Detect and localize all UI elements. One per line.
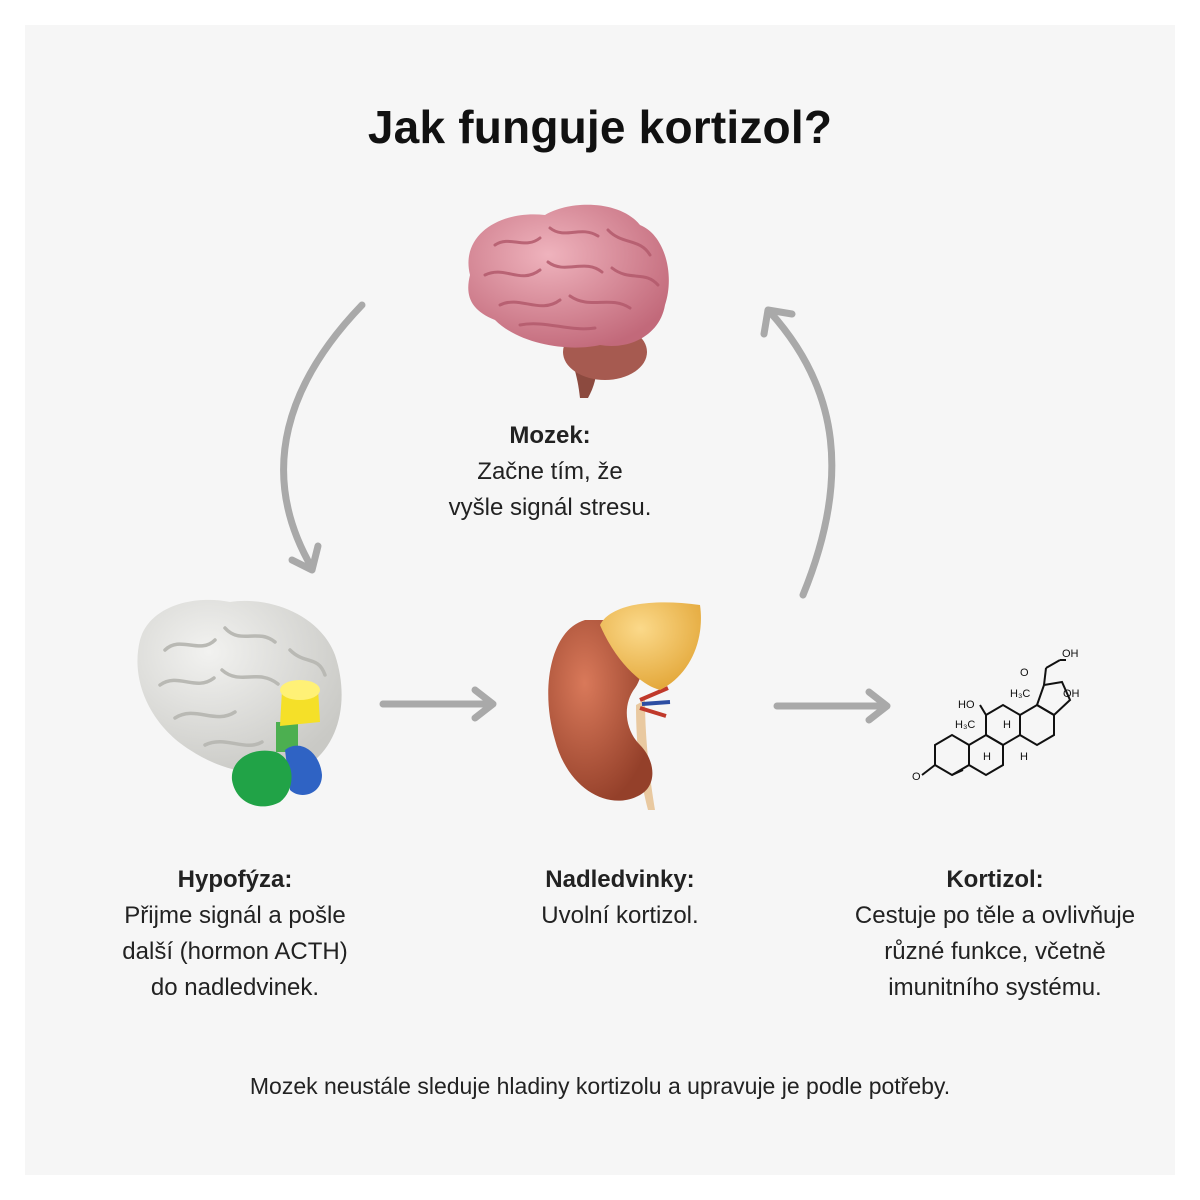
pituitary-line-2: další (hormon ACTH)	[122, 938, 348, 965]
page-title: Jak funguje kortizol?	[367, 101, 833, 153]
label-h2: H	[1003, 719, 1011, 731]
brain-line-1: Začne tím, že	[477, 458, 623, 485]
cortisol-heading: Kortizol:	[946, 866, 1044, 893]
pituitary-line-3: do nadledvinek.	[150, 974, 320, 1001]
kidney-adrenal-icon	[548, 602, 701, 810]
label-h3: H	[1020, 751, 1028, 763]
arrow-brain-to-pituitary	[284, 305, 362, 570]
adrenal-caption	[470, 862, 770, 934]
adrenal-heading: Nadledvinky:	[545, 866, 695, 893]
cortisol-line-2: různé funkce, včetně	[884, 938, 1106, 965]
brain-line-2: vyšle signál stresu.	[448, 494, 652, 521]
label-oh-right: OH	[1063, 688, 1080, 700]
cortisol-line-1: Cestuje po těle a ovlivňuje	[854, 902, 1136, 929]
label-h1: H	[983, 751, 991, 763]
label-h3c-b: H₃C	[955, 719, 976, 731]
label-oh-top: OH	[1062, 648, 1079, 660]
label-o-bottom: O	[912, 771, 921, 783]
pituitary-model-icon	[137, 600, 341, 806]
adrenal-line-1: Uvolní kortizol.	[541, 902, 699, 929]
arrow-cortisol-to-brain	[764, 310, 832, 595]
pituitary-heading: Hypofýza:	[177, 866, 293, 893]
label-ho-left: HO	[958, 699, 975, 711]
brain-caption	[400, 418, 700, 526]
human-brain-icon	[468, 205, 669, 398]
pituitary-line-1: Přijme signál a pošle	[124, 902, 346, 929]
cortisol-line-3: imunitního systému.	[888, 974, 1102, 1001]
arrow-adrenal-to-cortisol	[777, 692, 887, 720]
pituitary-caption	[85, 862, 385, 1006]
cortisol-caption	[815, 862, 1175, 1006]
footer-note: Mozek neustále sleduje hladiny kortizolu a upravuje je podle potřeby.	[249, 1073, 951, 1099]
brain-heading: Mozek:	[509, 422, 591, 449]
label-o-top: O	[1020, 667, 1029, 679]
cortisol-molecule-icon	[922, 660, 1070, 775]
label-h3c-a: H₃C	[1010, 688, 1031, 700]
arrow-pituitary-to-adrenal	[383, 690, 493, 718]
